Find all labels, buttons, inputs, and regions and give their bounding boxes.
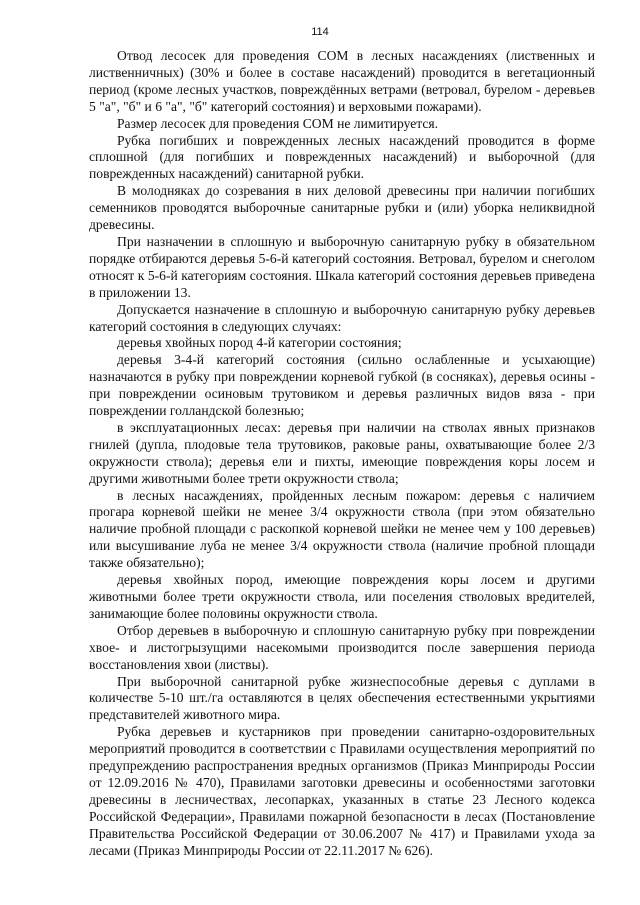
document-body [89, 48, 595, 860]
paragraph-regulations: Рубка деревьев и кустарников при проведении санитарно-оздоровительных мероприятий проводится в соответствии с Правилами осуществления мероприятий по предупреждению распространения вредных организмов (Приказ Минприроды России от 12.09.2016 № 470), Правилами заготовки древесины и особенностями заготовки древесины в лесничествах, лесопарках, указанных в статье 23 Лесного кодекса Российской Федерации», Правилами пожарной безопасности в лесах (Постановление Правительства Российской Федерации от 30.06.2007 № 417) и Правилами ухода за лесами (Приказ Минприроды России от 22.11.2017 № 626). [89, 724, 595, 858]
paragraph-hollow-trees: При выборочной санитарной рубке жизнеспособные деревья с дуплами в количестве 5-10 шт./га оставляются в целях обеспечения естественными укрытиями представителей животного мира. [89, 673, 595, 723]
list-item-cat3-4-diseases: деревья 3-4-й категорий состояния (сильно ослабленные и усыхающие) назначаются в рубку при повреждении корневой губкой (в сосняках), деревья осины - при повреждении осиновым трутовиком и деревья различных видов вяза - при повреждении голландской болезнью; [89, 352, 595, 419]
list-item-fire-damaged: в лесных насаждениях, пройденных лесным пожаром: деревья с наличием прогара корневой шейки не менее 3/4 окружности ствола (при этом обязательно наличие пробной площади с раскопкой корневой шейки не менее чем у 100 деревьев) или высушивание луба не менее 3/4 окружности ствола (наличие пробной площади также обязательно); [89, 487, 595, 571]
paragraph-clearcut-allotment: Отвод лесосек для проведения СОМ в лесных насаждениях (лиственных и лиственничных) (30% и более в составе насаждений) проводится в вегетационный период (кроме лесных участков, повреждённых ветрами (ветровал, бурелом - деревьев 5 "а", "б" и 6 "а", "б" категорий состояния) и верховыми пожарами). [89, 48, 595, 114]
list-item-exploitation-forests: в эксплуатационных лесах: деревья при наличии на стволах явных признаков гнилей (дупла, плодовые тела трутовиков, раковые раны, охватывающие более 2/3 окружности ствола); деревья ели и пихты, имеющие повреждения коры лосем и другими животными более трети окружности ствола; [89, 419, 595, 486]
list-item-conifer-bark-damage: деревья хвойных пород, имеющие повреждения коры лосем и другими животными более трети окружности ствола, или поселения стволовых вредителей, занимающие более половины окружности ствола. [89, 572, 595, 621]
paragraph-insect-damage: Отбор деревьев в выборочную и сплошную санитарную рубку при повреждении хвое- и листогрызущими насекомыми производится после завершения периода восстановления хвои (листвы). [89, 622, 595, 672]
paragraph-young-stands: В молодняках до созревания в них деловой древесины при наличии погибших семенников проводятся выборочные санитарные рубки и (или) уборка неликвидной древесины. [89, 183, 595, 233]
page-number: 114 [311, 26, 329, 38]
paragraph-clearcut-size: Размер лесосек для проведения СОМ не лимитируется. [117, 115, 439, 131]
paragraph-allowed-cases-intro: Допускается назначение в сплошную и выборочную санитарную рубку деревьев категорий состояния в следующих случаях: [89, 301, 595, 334]
list-item-conifers-cat4: деревья хвойных пород 4-й категории состояния; [117, 335, 402, 351]
paragraph-felling-forms: Рубка погибших и поврежденных лесных насаждений проводится в форме сплошной (для погибших и поврежденных насаждений) и выборочной (для поврежденных насаждений) санитарной рубки. [89, 132, 595, 182]
paragraph-mandatory-selection: При назначении в сплошную и выборочную санитарную рубку в обязательном порядке отбираются деревья 5-6-й категорий состояния. Ветровал, бурелом и снеголом относят к 5-6-й категориям состояния. Шкала категорий состояния деревьев приведена в приложении 13. [89, 233, 595, 300]
